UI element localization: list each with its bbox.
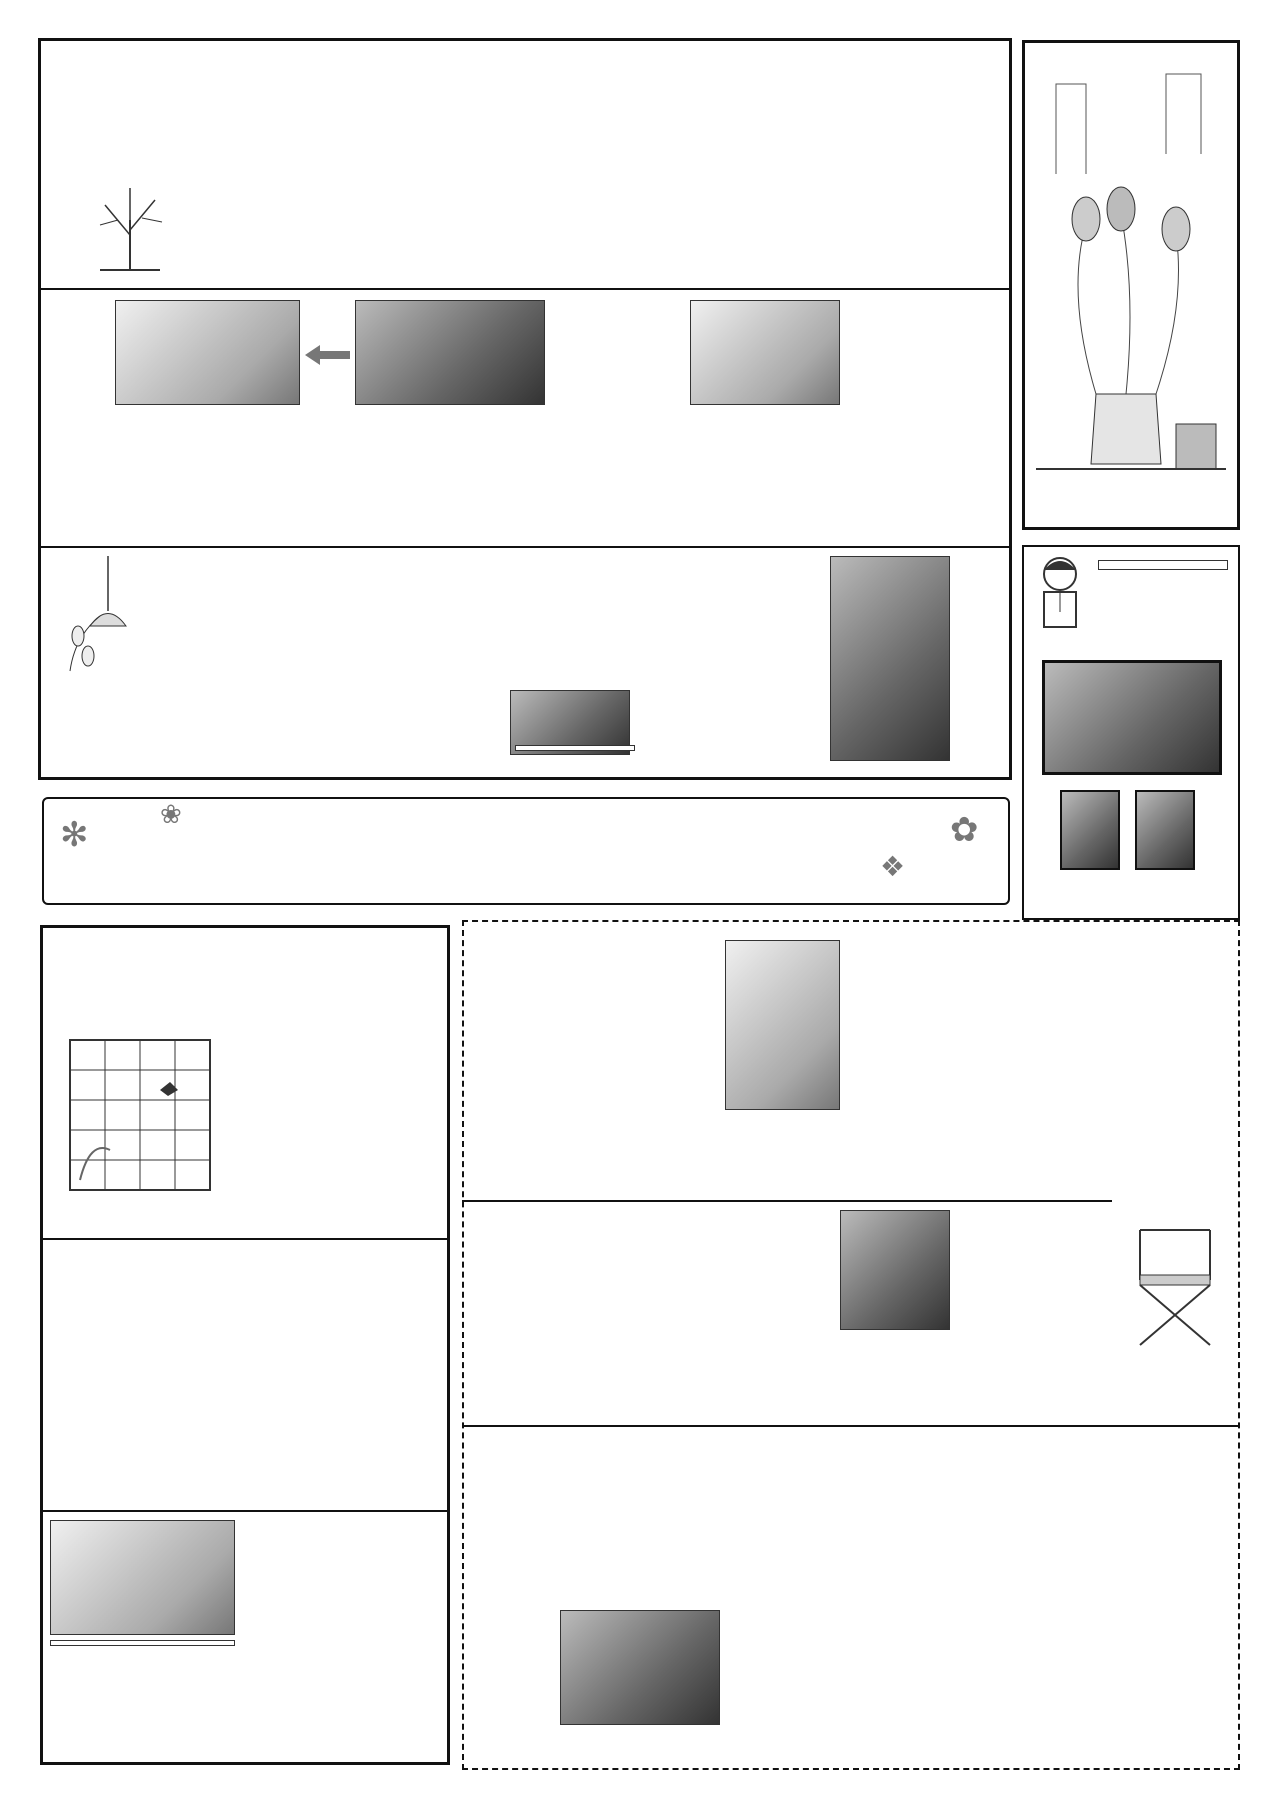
article4-body-c <box>955 1208 1115 1418</box>
article3-body-d <box>160 552 375 776</box>
article2-body-c <box>555 296 685 540</box>
article3-body-c <box>380 552 505 776</box>
flower-icon-right: ✿ <box>950 810 979 850</box>
book-cover-photo <box>725 940 840 1110</box>
article5-body-c <box>245 1516 445 1761</box>
article5-body-b <box>50 1245 445 1505</box>
parts-after-photo <box>115 300 300 405</box>
article2-body-a <box>850 296 1010 536</box>
fan-ceiling-photo <box>690 300 840 405</box>
portrait-photo-2 <box>1135 790 1195 870</box>
factory-tour-photo <box>560 1610 720 1725</box>
article4-body-g <box>470 1432 695 1607</box>
article2-body-d <box>450 410 550 540</box>
divider-1 <box>38 288 1012 290</box>
writer-caricature-icon <box>1030 552 1090 632</box>
solar-house-photo <box>50 1520 235 1635</box>
divider-4a <box>462 1200 1112 1202</box>
article3-body-a <box>955 552 1010 776</box>
article2-body-e <box>230 410 445 540</box>
snowflake-icon-left: ✻ <box>60 815 89 855</box>
wreath-icon-left: ❀ <box>160 800 182 830</box>
article3-body-b <box>610 552 825 776</box>
solar-house-caption <box>50 1640 235 1646</box>
portrait-photo-1 <box>1060 790 1120 870</box>
article2-body-b <box>690 410 840 540</box>
article4-body-a <box>850 930 1085 1195</box>
article4-body-e <box>900 1432 1235 1762</box>
fan-back-caption <box>515 745 635 751</box>
divider-4b <box>462 1425 1240 1427</box>
article4-body-d <box>470 1208 835 1418</box>
tulip-vase-illustration <box>1026 44 1236 526</box>
article4-body-b <box>470 930 720 1195</box>
staff-group-photo <box>1042 660 1222 775</box>
window-bird-illustration <box>60 1030 220 1200</box>
anniversary-banner <box>42 797 1010 905</box>
masthead-tagline <box>1098 560 1228 570</box>
tree-illustration <box>90 180 170 275</box>
arrow-left-icon <box>305 345 350 365</box>
architect-portrait-photo <box>840 1210 950 1330</box>
divider-5b <box>40 1510 450 1512</box>
article2-body-f <box>48 296 113 540</box>
divider-5 <box>40 1238 450 1240</box>
parts-before-photo <box>355 300 545 405</box>
lamp-plant-illustration <box>60 556 155 676</box>
article4-body-f <box>700 1432 895 1612</box>
chair-illustration <box>1120 1220 1230 1350</box>
divider-2 <box>38 546 1012 548</box>
knot-icon-right: ❖ <box>880 850 906 883</box>
brush-cleaning-photo <box>830 556 950 761</box>
